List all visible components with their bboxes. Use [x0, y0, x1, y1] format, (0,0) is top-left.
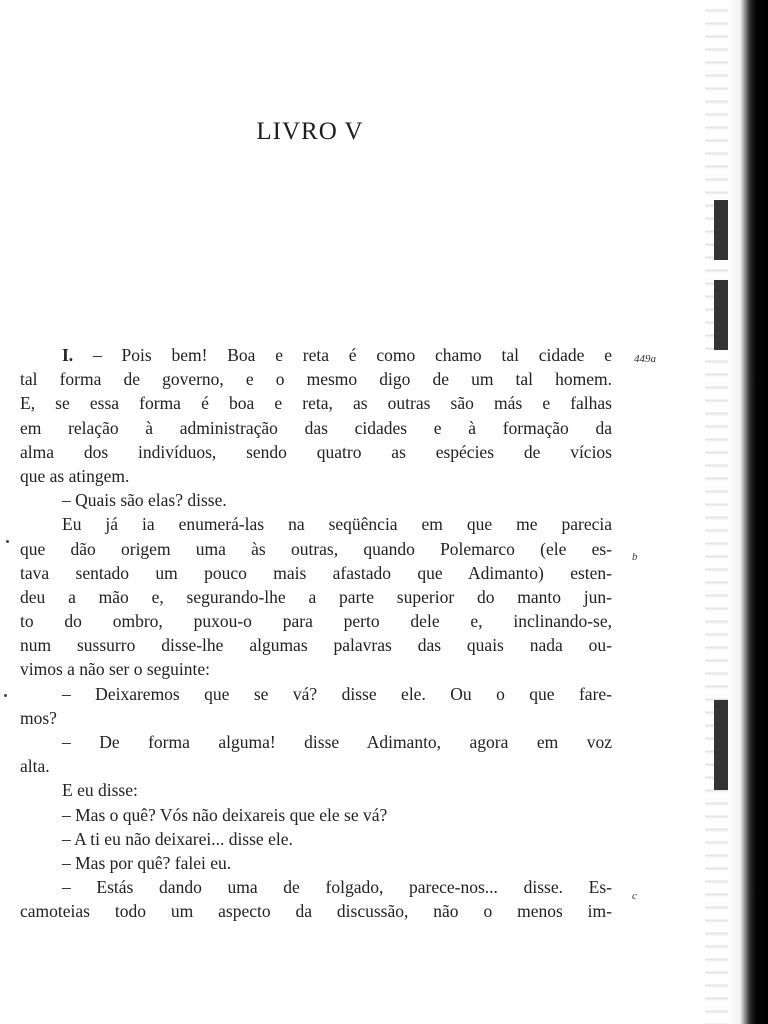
text-line: E, se essa forma é boa e reta, as outras são más e falhas — [20, 393, 612, 414]
margin-note-c: c — [632, 890, 637, 902]
text-line: – De forma alguma! disse Adimanto, agora em voz — [62, 732, 612, 752]
text-line: – A ti eu não deixarei... disse ele. — [62, 828, 293, 849]
spine-mark — [714, 200, 728, 260]
text-line: tava sentado um pouco mais afastado que Adimanto) esten- — [20, 562, 612, 583]
spine-mark — [714, 700, 728, 790]
text-line: – Deixaremos que se vá? disse ele. Ou o que fare- — [62, 683, 612, 704]
body-text — [20, 343, 612, 924]
text-line: em relação à administração das cidades e à formação da — [20, 417, 612, 438]
spine-mark — [714, 280, 728, 350]
text-line: alma dos indivíduos, sendo quatro as espécies de vícios — [20, 441, 612, 462]
text-line — [20, 343, 612, 367]
text-line: E eu disse: — [62, 780, 138, 801]
text-line: vimos a não ser o seguinte: — [20, 659, 211, 680]
text-line: tal forma de governo, e o mesmo digo de um tal homem. — [20, 369, 612, 390]
section-number: I. — [62, 345, 74, 365]
text-line: que as atingem. — [20, 465, 130, 486]
margin-note-b: b — [632, 551, 638, 563]
print-speck — [4, 694, 7, 697]
margin-note-449a: 449a — [634, 353, 656, 365]
text-line: – Mas por quê? falei eu. — [62, 852, 232, 873]
text-line: to do ombro, puxou-o para perto dele e, inclinando-se, — [20, 611, 612, 632]
text-line: deu a mão e, segurando-lhe a parte superior do manto jun- — [20, 586, 612, 607]
text-line: – Quais são elas? disse. — [62, 490, 227, 511]
text-line: que dão origem uma às outras, quando Polemarco (ele es- — [20, 538, 612, 559]
text-line: camoteias todo um aspecto da discussão, não o menos im- — [20, 901, 612, 922]
text-line: alta. — [20, 756, 50, 777]
print-speck — [6, 540, 9, 543]
text-line: – Estás dando uma de folgado, parece-nos... disse. Es- — [62, 877, 612, 898]
text-line: mos? — [20, 707, 57, 728]
line-text: – Pois bem! Boa e reta é como chamo tal cidade e — [73, 345, 612, 365]
text-line: Eu já ia enumerá-las na seqüência em que me parecia — [62, 514, 612, 535]
text-line: num sussurro disse-lhe algumas palavras das quais nada ou- — [20, 635, 612, 656]
book-spine — [728, 0, 768, 1024]
text-line: – Mas o quê? Vós não deixareis que ele se vá? — [62, 804, 388, 825]
chapter-title: LIVRO V — [256, 118, 364, 145]
